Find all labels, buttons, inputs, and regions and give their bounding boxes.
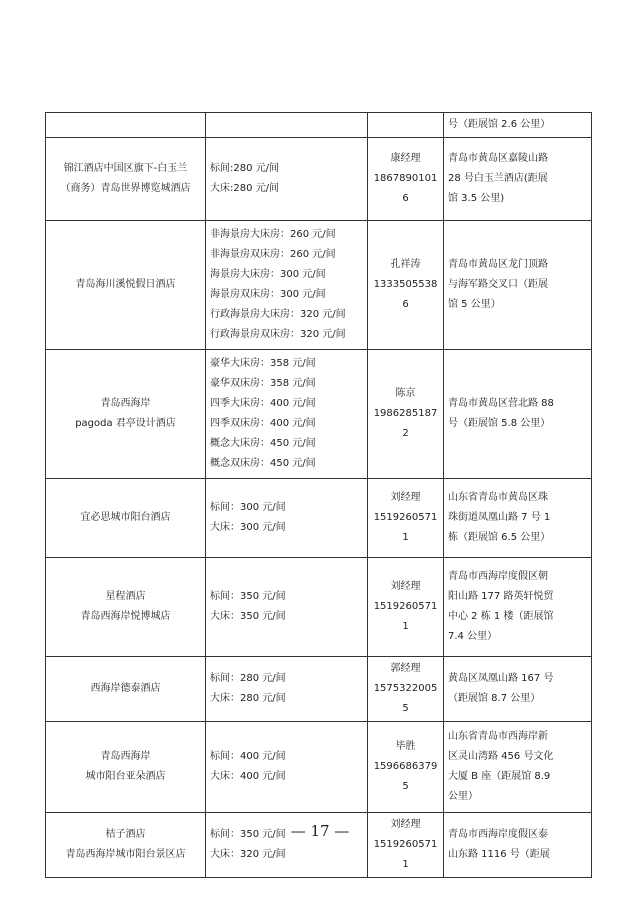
address-line: 公里） xyxy=(448,791,478,802)
contact-line: 陈京 xyxy=(395,388,416,399)
page-number: — 17 — xyxy=(290,822,350,840)
price-line: 标间:280 元/间 xyxy=(210,163,280,174)
price-cell xyxy=(206,722,368,813)
address-cell xyxy=(444,722,592,813)
hotel-name-cell xyxy=(46,113,206,138)
hotel-name-line: 青岛西海岸 xyxy=(100,751,151,762)
price-line: 行政海景房双床房：320 元/间 xyxy=(210,329,346,340)
address-line: 馆 3.5 公里) xyxy=(448,193,505,204)
contact-line: 19862851872 xyxy=(373,408,438,439)
price-cell xyxy=(206,350,368,479)
address-cell xyxy=(444,221,592,350)
price-cell xyxy=(206,558,368,657)
hotel-name-cell xyxy=(46,479,206,558)
address-line: 大厦 B 座（距展馆 8.9 xyxy=(448,771,551,782)
contact-line: 18678901016 xyxy=(373,173,438,204)
address-line: 山东路 1116 号（距展 xyxy=(448,849,550,860)
address-line: 珠街道凤凰山路 7 号 1 xyxy=(448,512,551,523)
contact-line: 15192605711 xyxy=(373,839,438,870)
price-cell xyxy=(206,479,368,558)
hotel-table-body xyxy=(46,113,592,878)
price-line: 标间：280 元/间 xyxy=(210,673,286,684)
address-line: （距展馆 8.7 公里） xyxy=(448,693,541,704)
contact-line: 孔祥涛 xyxy=(390,259,421,270)
address-cell xyxy=(444,350,592,479)
price-line: 海景房双床房：300 元/间 xyxy=(210,289,326,300)
table-row xyxy=(46,558,592,657)
address-cell xyxy=(444,479,592,558)
hotel-name-line: 星程酒店 xyxy=(105,591,146,602)
hotel-name-cell xyxy=(46,657,206,722)
address-line: 阳山路 177 路英轩悦贸 xyxy=(448,591,554,602)
contact-line: 毕胜 xyxy=(395,741,416,752)
contact-cell xyxy=(368,657,444,722)
hotel-name-cell xyxy=(46,558,206,657)
address-line: 山东省青岛市黄岛区珠 xyxy=(448,492,548,503)
price-line: 行政海景房大床房：320 元/间 xyxy=(210,309,346,320)
address-line: 号（距展馆 5.8 公里） xyxy=(448,418,551,429)
price-line: 标间：400 元/间 xyxy=(210,751,286,762)
hotel-name-line: pagoda 君亭设计酒店 xyxy=(75,418,176,429)
address-cell xyxy=(444,138,592,221)
contact-line: 刘经理 xyxy=(390,492,421,503)
table-row xyxy=(46,350,592,479)
contact-line: 15192605711 xyxy=(373,512,438,543)
price-line: 豪华双床房：358 元/间 xyxy=(210,378,316,389)
hotel-name-line: 青岛西海岸悦博城店 xyxy=(80,611,171,622)
contact-line: 康经理 xyxy=(390,153,421,164)
price-line: 海景房大床房：300 元/间 xyxy=(210,269,326,280)
address-cell xyxy=(444,657,592,722)
address-line: 青岛市西海岸度假区泰 xyxy=(448,829,548,840)
contact-cell xyxy=(368,138,444,221)
hotel-name-line: 桔子酒店 xyxy=(105,829,146,840)
table-row xyxy=(46,657,592,722)
hotel-table xyxy=(45,112,592,878)
contact-line: 15753220055 xyxy=(373,683,438,714)
price-line: 概念大床房：450 元/间 xyxy=(210,438,316,449)
contact-cell xyxy=(368,221,444,350)
contact-cell xyxy=(368,113,444,138)
address-cell xyxy=(444,558,592,657)
address-line: 青岛市西海岸度假区朝 xyxy=(448,571,548,582)
contact-line: 15192605711 xyxy=(373,601,438,632)
address-line: 28 号白玉兰酒店(距展 xyxy=(448,173,548,184)
price-line: 标间：350 元/间 xyxy=(210,829,286,840)
hotel-name-cell xyxy=(46,138,206,221)
contact-line: 郭经理 xyxy=(390,663,421,674)
price-line: 四季大床房：400 元/间 xyxy=(210,398,316,409)
price-line: 标间：300 元/间 xyxy=(210,502,286,513)
address-line: 青岛市黄岛区营北路 88 xyxy=(448,398,554,409)
price-cell xyxy=(206,657,368,722)
address-line: 区灵山湾路 456 号文化 xyxy=(448,751,554,762)
hotel-name-line: 西海岸德泰酒店 xyxy=(90,683,161,694)
contact-line: 刘经理 xyxy=(390,581,421,592)
price-line: 大床:280 元/间 xyxy=(210,183,280,194)
price-line: 大床：320 元/间 xyxy=(210,849,286,860)
hotel-name-cell xyxy=(46,350,206,479)
price-cell xyxy=(206,221,368,350)
contact-cell xyxy=(368,350,444,479)
contact-cell xyxy=(368,558,444,657)
address-line: 号（距展馆 2.6 公里） xyxy=(448,119,551,130)
address-line: 与海军路交叉口（距展 xyxy=(448,279,548,290)
price-line: 非海景房大床房：260 元/间 xyxy=(210,229,336,240)
table-row xyxy=(46,722,592,813)
price-line: 大床：350 元/间 xyxy=(210,611,286,622)
price-line: 标间：350 元/间 xyxy=(210,591,286,602)
address-line: 黄岛区凤凰山路 167 号 xyxy=(448,673,554,684)
hotel-name-line: 青岛海川溪悦假日酒店 xyxy=(75,279,176,290)
price-line: 大床：400 元/间 xyxy=(210,771,286,782)
address-line: 栋（距展馆 6.5 公里） xyxy=(448,532,551,543)
address-cell xyxy=(444,113,592,138)
contact-cell xyxy=(368,479,444,558)
table-row-continued xyxy=(46,113,592,138)
contact-line: 13335055386 xyxy=(373,279,438,310)
address-line: 中心 2 栋 1 楼（距展馆 xyxy=(448,611,554,622)
price-line: 大床：300 元/间 xyxy=(210,522,286,533)
hotel-name-cell xyxy=(46,722,206,813)
table-row xyxy=(46,138,592,221)
address-line: 青岛市黄岛区龙门顶路 xyxy=(448,259,548,270)
hotel-name-line: （商务）青岛世界博览城酒店 xyxy=(60,183,191,194)
price-cell xyxy=(206,113,368,138)
contact-line: 15966863795 xyxy=(373,761,438,792)
hotel-name-cell xyxy=(46,221,206,350)
table-row xyxy=(46,221,592,350)
address-line: 青岛市黄岛区嘉陵山路 xyxy=(448,153,548,164)
price-line: 大床：280 元/间 xyxy=(210,693,286,704)
price-cell xyxy=(206,138,368,221)
address-line: 山东省青岛市西海岸新 xyxy=(448,731,548,742)
address-line: 7.4 公里） xyxy=(448,631,498,642)
hotel-name-line: 青岛西海岸 xyxy=(100,398,151,409)
hotel-name-line: 城市阳台亚朵酒店 xyxy=(85,771,166,782)
hotel-name-line: 青岛西海岸城市阳台景区店 xyxy=(65,849,186,860)
contact-line: 刘经理 xyxy=(390,819,421,830)
price-line: 豪华大床房：358 元/间 xyxy=(210,358,316,369)
hotel-name-line: 宜必思城市阳台酒店 xyxy=(80,512,171,523)
price-line: 四季双床房：400 元/间 xyxy=(210,418,316,429)
contact-cell xyxy=(368,722,444,813)
address-line: 馆 5 公里） xyxy=(448,299,501,310)
hotel-name-line: 锦江酒店中国区旗下-白玉兰 xyxy=(63,163,188,174)
price-line: 概念双床房：450 元/间 xyxy=(210,458,316,469)
table-row xyxy=(46,479,592,558)
price-line: 非海景房双床房：260 元/间 xyxy=(210,249,336,260)
